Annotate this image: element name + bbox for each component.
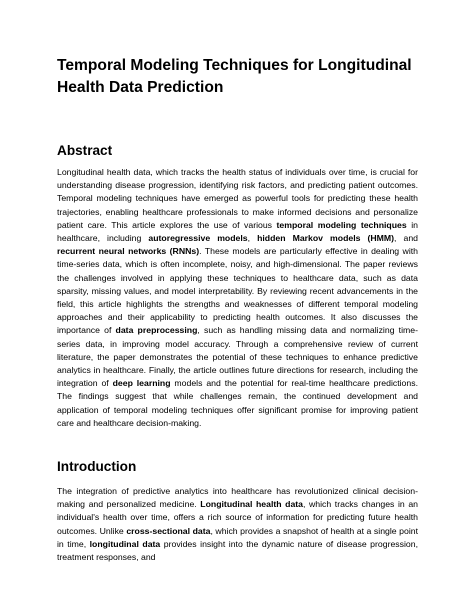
text-run: . These models are particularly effective in dealing with time-series data, which is often incomplete, noisy, and high-dimensional. The paper reviews the challenges involved in applying these techniques to healthcare data, such as data sparsity, missing values, and model interpretability. By reviewing recent advancements in the field, this article highlights the strengths and weaknesses of different temporal modeling approaches and their applicability to predicting health outcomes. It also discusses the importance of xyxy=(57,246,418,336)
bold-term: Longitudinal health data xyxy=(200,499,304,510)
paper-title: Temporal Modeling Techniques for Longitudinal Health Data Prediction xyxy=(57,57,412,96)
bold-term: autoregressive models xyxy=(148,233,248,244)
text-run: Longitudinal health data, which tracks the health status of individuals over time, is crucial for understanding disease progression, identifying risk factors, and predicting patient outcomes. Temporal modeling techniques have emerged as powerful tools for predicting these health trajectories, enabling healthcare professionals to make informed decisions and personalize patient care. This article explores the use of various xyxy=(57,167,418,230)
introduction-paragraph xyxy=(57,485,418,564)
introduction-heading: Introduction xyxy=(57,459,137,474)
bold-term: temporal modeling techniques xyxy=(276,219,407,230)
text-run: The integration of predictive analytics into healthcare has revolutionized clinical decision-making and personalized medicine. xyxy=(57,486,418,510)
text-run: , which provides a snapshot of health at a single point in time, xyxy=(57,525,419,549)
bold-term: recurrent neural networks (RNNs) xyxy=(57,246,200,257)
text-run: , such as handling missing data and normalizing time-series data, in improving model accuracy. Through a comprehensive review of current literature, the paper demonstrates the potential of these techniques to enhance predictive analytics in healthcare. Finally, the article outlines future directions for research, including the integration of xyxy=(57,325,418,389)
text-run: models and the potential for real-time healthcare predictions. The findings suggest that while challenges remain, the continued development and application of temporal modeling techniques offer significant promise for improving patient care and healthcare decision-making. xyxy=(57,378,418,428)
text-run: , and xyxy=(394,233,418,244)
text-run: , which tracks changes in an individual's health over time, offers a rich source of information for predicting future health outcomes. Unlike xyxy=(57,499,418,536)
abstract-paragraph xyxy=(57,166,418,430)
abstract-heading: Abstract xyxy=(57,143,113,158)
text-run: in healthcare, including xyxy=(57,219,418,244)
bold-term: cross-sectional data xyxy=(126,525,211,536)
bold-term: hidden Markov models (HMM) xyxy=(257,233,395,244)
bold-term: deep learning xyxy=(112,378,171,389)
bold-term: data preprocessing xyxy=(115,325,198,336)
bold-term: longitudinal data xyxy=(89,538,161,549)
text-run: , xyxy=(247,233,258,244)
text-run: provides insight into the dynamic nature of disease progression, treatment responses, and xyxy=(57,538,418,563)
